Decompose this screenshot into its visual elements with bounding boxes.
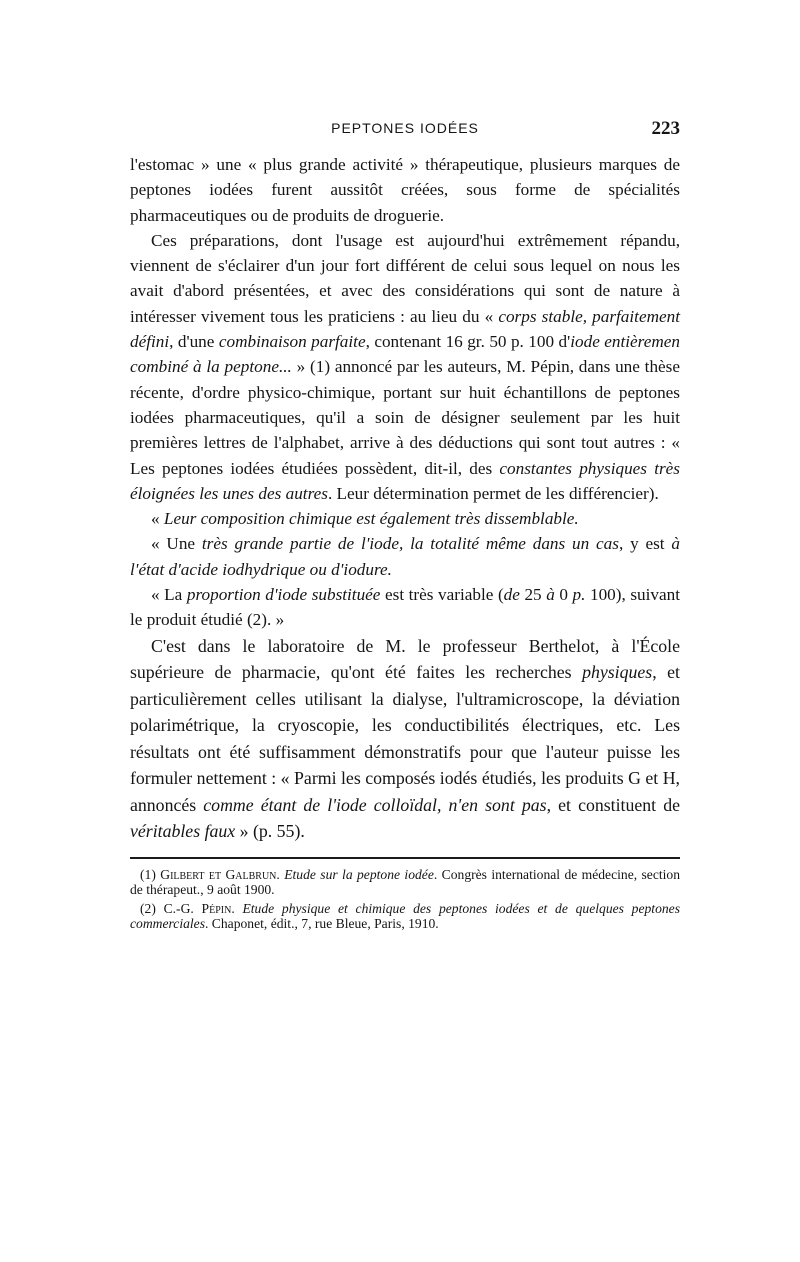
paragraph-6-text-a: C'est dans le laboratoire de M. le professeur Berthelot, à l'École supérieure de pharmacie, qu'ont été faites les recherches (130, 635, 680, 683)
paragraph-6-text-e: , et constituent de (546, 794, 680, 815)
paragraph-5-text-c: est très variable ( (380, 585, 504, 605)
paragraph-5-italic-d: de (503, 585, 520, 605)
footnote-2-author: C.-G. Pépin (163, 900, 232, 916)
paragraph-6-italic-b: physiques (582, 662, 653, 683)
paragraph-2 (130, 228, 680, 506)
paragraph-4 (130, 531, 680, 582)
footnote-2-number: (2) (140, 900, 164, 916)
paragraph-4-italic-b: très grande partie de l'iode, la totalité même dans un cas (201, 534, 619, 554)
footnote-1-author: Gilbert et Galbrun (160, 866, 277, 882)
footnote-1-title: Etude sur la peptone iodée (284, 866, 434, 882)
paragraph-2-italic-d: combinaison parfaite (218, 332, 366, 352)
paragraph-1-text: l'estomac » une « plus grande activité » thérapeutique, plusieurs marques de peptones iodées furent aussitôt créées, sous forme de spécialités pharmaceutiques ou de produits de droguerie. (130, 155, 680, 225)
paragraph-6 (130, 633, 680, 845)
footnote-1-number: (1) (140, 866, 161, 882)
paragraph-5-text-e: 25 (519, 585, 547, 605)
footnote-1-separator: . (276, 866, 285, 882)
footnote-1 (130, 867, 680, 897)
footnote-rule (130, 857, 680, 859)
footnote-2-title: Etude physique et chimique des peptones iodées et de quelques peptones commerciales (130, 900, 681, 931)
paragraph-3-text-a: « (151, 509, 164, 529)
paragraph-6-italic-d: comme étant de l'iode colloïdal, n'en sont pas (203, 794, 547, 815)
paragraph-2-italic-h: constantes physiques très éloignées les unes des autres (130, 458, 680, 503)
paragraph-2-text-a: Ces préparations, dont l'usage est aujourd'hui extrêmement répandu, viennent de s'éclairer d'un jour fort différent de celui sous lequel on nous les avait d'abord présentées, et avec des considérations qui sont de nature à intéresser vivement tous les praticiens : au lieu du « (130, 230, 680, 326)
paragraph-4-text-a: « Une (151, 534, 202, 554)
paragraph-5-italic-h: p. (572, 585, 586, 605)
paragraph-5-text-a: « La (151, 585, 187, 605)
paragraph-5-italic-f: à (546, 585, 555, 605)
paragraph-6-text-g: » (p. 55). (235, 821, 305, 842)
page-header (130, 120, 680, 152)
paragraph-1 (130, 152, 680, 228)
paragraph-3 (130, 506, 680, 531)
footnotes (130, 867, 680, 931)
paragraph-3-italic-b: Leur composition chimique est également très dissemblable. (163, 509, 579, 529)
paragraph-2-text-c: , d'une (169, 332, 219, 352)
paragraph-5 (130, 582, 680, 633)
page-number: 223 (651, 118, 680, 139)
paragraph-2-text-g: » (1) annoncé par les auteurs, M. Pépin, dans une thèse récente, d'ordre physico-chimique, portant sur huit échantillons de peptones iodées pharmaceutiques, qu'il a soin de désigner seulement par les huit premières lettres de l'alphabet, arrive à des déductions qui sont tout autres : « Les peptones iodées étudiées possèdent, dit-il, des (130, 357, 680, 478)
footnote-2-separator: . (231, 900, 243, 916)
paragraph-6-text-c: , et particulièrement celles utilisant la dialyse, l'ultramicroscope, la déviation polarimétrique, la cryoscopie, les conductibilités électriques, etc. Les résultats ont été suffisamment démonstratifs pour que l'auteur puisse les formuler nettement : « Parmi les composés iodés étudiés, les produits G et H, annoncés (130, 662, 681, 815)
paragraph-2-text-e: , contenant 16 gr. 50 p. 100 d' (365, 332, 571, 352)
footnote-1-rest: . Congrès international de médecine, section de thérapeut., 9 août 1900. (130, 866, 681, 897)
paragraph-4-italic-d: à l'état d'acide iodhydrique ou d'iodure. (130, 534, 681, 579)
paragraph-5-text-g: 0 (554, 585, 573, 605)
body-text (130, 152, 680, 845)
paragraph-2-italic-f: iode entièremen combiné à la peptone... (130, 332, 680, 377)
paragraph-5-italic-b: proportion d'iode substituée (186, 585, 381, 605)
paragraph-2-italic-b: corps stable, parfaitement défini (130, 306, 680, 352)
footnote-2 (130, 901, 680, 931)
paragraph-4-text-c: , y est (618, 534, 672, 554)
book-page (130, 120, 680, 935)
paragraph-6-italic-f: véritables faux (130, 821, 236, 842)
running-title: PEPTONES IODÉES (331, 120, 479, 136)
paragraph-2-text-i: . Leur détermination permet de les différencier). (327, 483, 659, 503)
footnote-2-rest: . Chaponet, édit., 7, rue Bleue, Paris, 1910. (205, 915, 439, 931)
paragraph-5-text-i: 100), suivant le produit étudié (2). » (130, 585, 680, 630)
